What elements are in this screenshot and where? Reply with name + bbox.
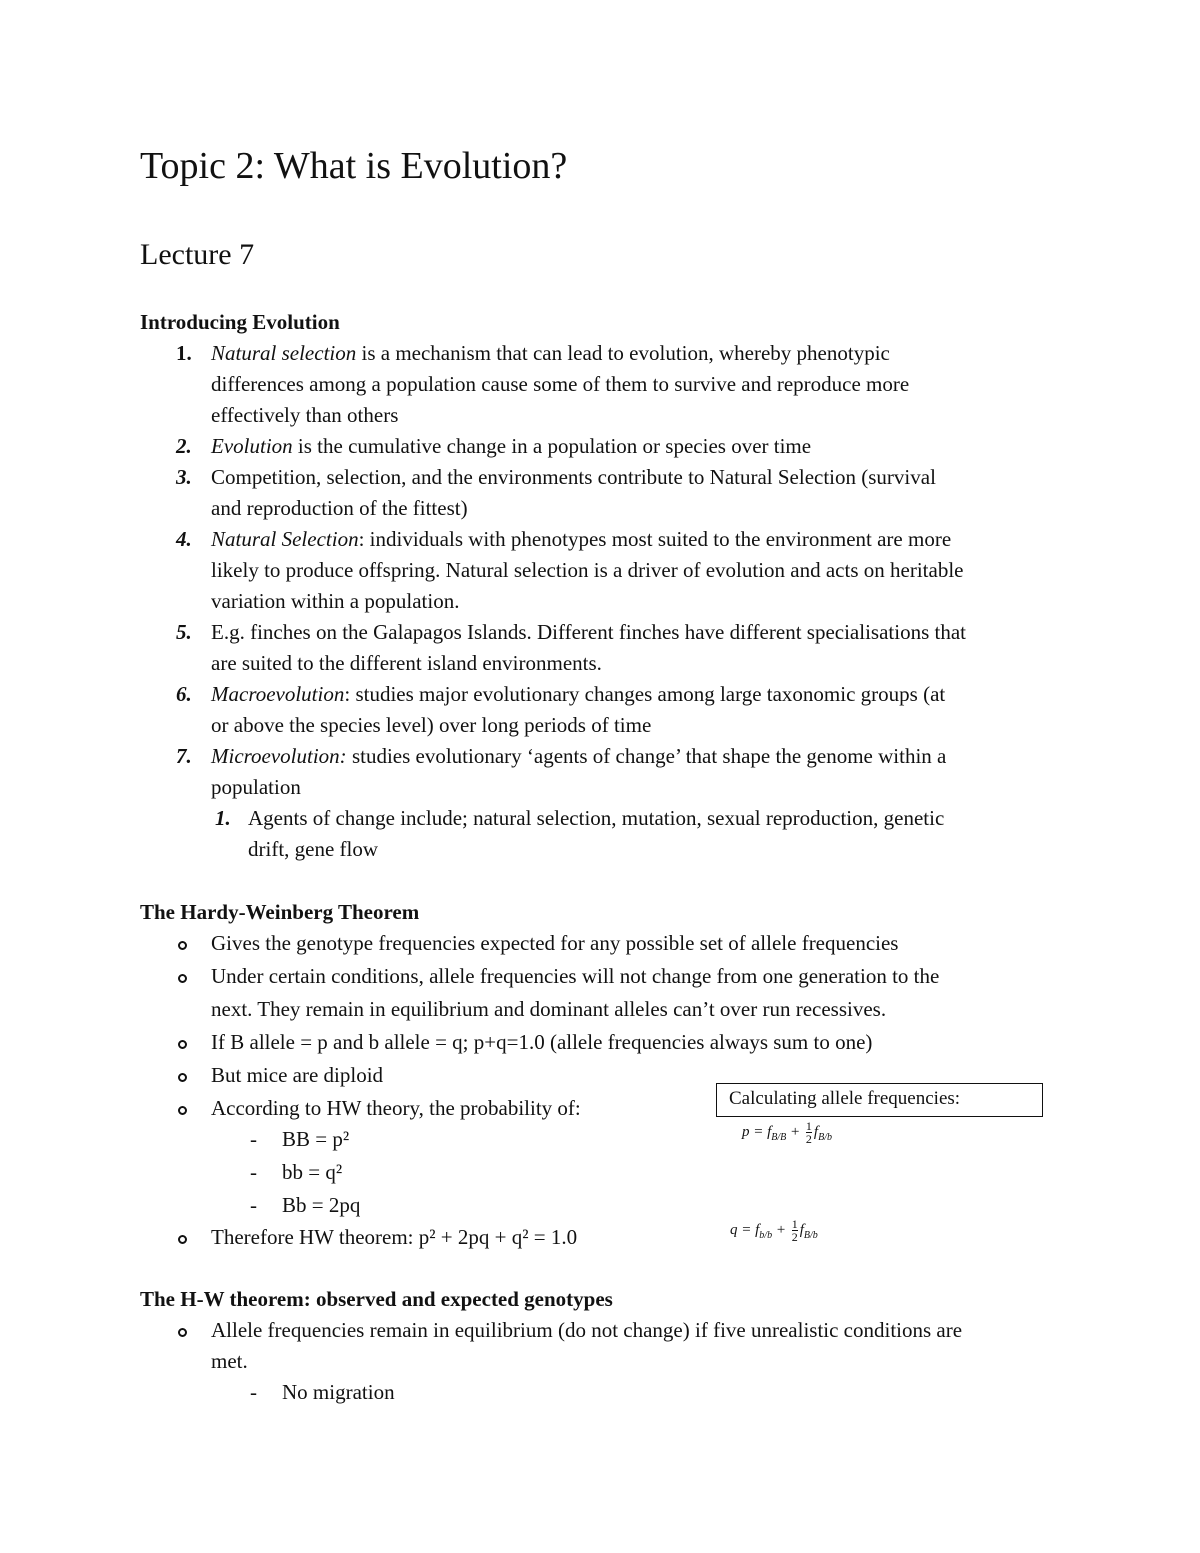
section-heading-intro: Introducing Evolution: [140, 310, 340, 334]
dash-line: No migration: [282, 1380, 395, 1404]
list-item-line: and reproduction of the fittest): [211, 496, 468, 520]
subscript: B/b: [803, 1229, 818, 1241]
list-item-line: drift, gene flow: [248, 837, 379, 861]
bullet-line: Under certain conditions, allele frequencies will not change from one generation to the: [211, 964, 940, 988]
dash-line: BB = p²: [282, 1127, 350, 1151]
list-item-line: Microevolution: studies evolutionary ‘agents of change’ that shape the genome within a: [211, 744, 947, 768]
list-item-line: are suited to the different island environments.: [211, 651, 602, 675]
emphasis-term: Microevolution:: [211, 744, 347, 768]
list-number: 6.: [176, 682, 192, 706]
formula-p: $p = f_{B/B}$ + $\frac{1}{2}$ $f_{B/b}$: [742, 1119, 832, 1146]
dash-marker: -: [250, 1160, 257, 1184]
list-item-line: Evolution is the cumulative change in a population or species over time: [211, 434, 812, 458]
list-number: 7.: [176, 744, 192, 768]
emphasis-term: Macroevolution: [211, 682, 345, 706]
list-item-line: Agents of change include; natural selection, mutation, sexual reproduction, genetic: [248, 806, 945, 830]
list-item-line: likely to produce offspring. Natural selection is a driver of evolution and acts on heritable: [211, 558, 964, 582]
list-number: 1.: [215, 806, 231, 830]
dash-marker: -: [250, 1127, 257, 1151]
dash-line: Bb = 2pq: [282, 1193, 361, 1217]
list-item-line: population: [211, 775, 301, 799]
bullet-line: If B allele = p and b allele = q; p+q=1.0 (allele frequencies always sum to one): [211, 1030, 873, 1054]
bullet-line: met.: [211, 1349, 248, 1373]
dash-line: bb = q²: [282, 1160, 343, 1184]
list-number: 2.: [176, 434, 192, 458]
emphasis-term: Natural selection: [211, 341, 357, 365]
bullet-icon: [178, 1328, 187, 1337]
list-item-line: Competition, selection, and the environments contribute to Natural Selection (survival: [211, 465, 936, 489]
emphasis-term: Natural Selection: [211, 527, 359, 551]
section-heading-hw-observed: The H-W theorem: observed and expected genotypes: [140, 1287, 613, 1311]
fraction-one-half: $\frac{1}{2}$: [791, 1217, 798, 1244]
bullet-icon: [178, 974, 187, 983]
list-item-line: or above the species level) over long periods of time: [211, 713, 652, 737]
subscript: B/B: [771, 1131, 787, 1143]
section-heading-hw: The Hardy-Weinberg Theorem: [140, 900, 420, 924]
list-number: 3.: [176, 465, 192, 489]
fraction-one-half: $\frac{1}{2}$: [805, 1119, 812, 1146]
lecture-heading: Lecture 7: [140, 238, 255, 271]
list-number: 4.: [176, 527, 192, 551]
bullet-icon: [178, 1235, 187, 1244]
bullet-line: Gives the genotype frequencies expected for any possible set of allele frequencies: [211, 931, 899, 955]
bullet-line: But mice are diploid: [211, 1063, 384, 1087]
subscript: b/b: [759, 1229, 773, 1241]
subscript: B/b: [818, 1131, 832, 1143]
list-item-line: effectively than others: [211, 403, 399, 427]
list-number: 5.: [176, 620, 192, 644]
bullet-icon: [178, 1073, 187, 1082]
bullet-line: Therefore HW theorem: p² + 2pq + q² = 1.0: [211, 1225, 578, 1249]
list-item-line: Natural selection is a mechanism that can lead to evolution, whereby phenotypic: [211, 341, 890, 365]
allele-frequency-box: Calculating allele frequencies:: [716, 1083, 1043, 1117]
emphasis-term: Evolution: [211, 434, 293, 458]
page-title: Topic 2: What is Evolution?: [140, 145, 568, 187]
list-item-line: variation within a population.: [211, 589, 460, 613]
dash-marker: -: [250, 1380, 257, 1404]
list-number: 1.: [176, 341, 192, 365]
dash-marker: -: [250, 1193, 257, 1217]
list-item-line: Natural Selection: individuals with phenotypes most suited to the environment are more: [211, 527, 952, 551]
formula-q: $q = f_{b/b}$ + $\frac{1}{2}$ $f_{B/b}$: [730, 1217, 818, 1244]
list-item-line: differences among a population cause some of them to survive and reproduce more: [211, 372, 910, 396]
bullet-line: Allele frequencies remain in equilibrium (do not change) if five unrealistic conditions are: [211, 1318, 963, 1342]
bullet-icon: [178, 1040, 187, 1049]
bullet-line: next. They remain in equilibrium and dominant alleles can’t over run recessives.: [211, 997, 887, 1021]
list-item-line: E.g. finches on the Galapagos Islands. Different finches have different specialisations that: [211, 620, 966, 644]
bullet-line: According to HW theory, the probability of:: [211, 1096, 581, 1120]
bullet-icon: [178, 1106, 187, 1115]
bullet-icon: [178, 941, 187, 950]
list-item-line: Macroevolution: studies major evolutionary changes among large taxonomic groups (at: [211, 682, 946, 706]
